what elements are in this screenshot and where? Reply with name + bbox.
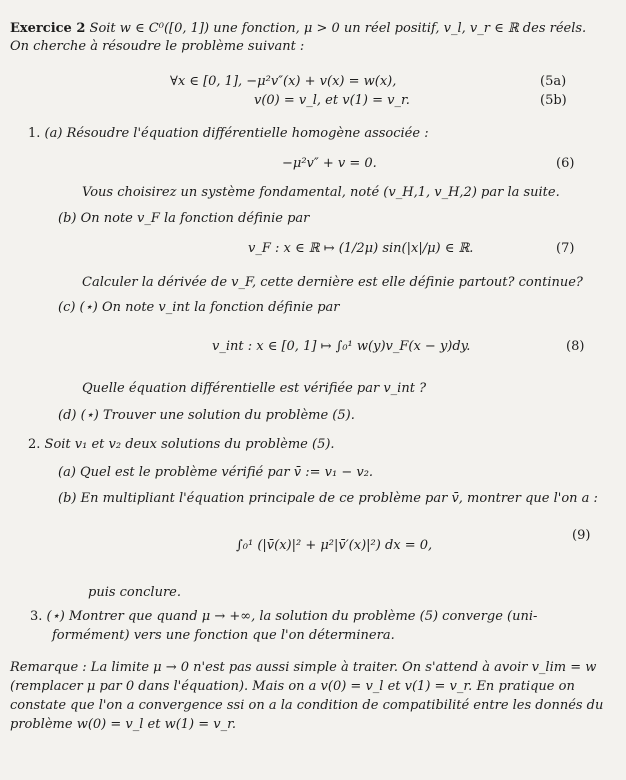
equation-tag-6: (6): [556, 156, 575, 171]
question-2b: (b) En multipliant l'équation principale de ce problème par v̄, montrer que l'on a :: [58, 491, 598, 506]
equation-tag-7: (7): [556, 241, 575, 256]
exercise-title: Exercice 2: [10, 21, 86, 36]
question-3-text-1: (⋆) Montrer que quand μ → +∞, la solution du problème (5) converge (uni-: [46, 609, 538, 624]
equation-tag-8: (8): [566, 339, 585, 354]
question-1d: (d) (⋆) Trouver une solution du problème (5).: [58, 408, 355, 423]
question-1c-question: Quelle équation différentielle est vérifiée par v_int ?: [82, 381, 427, 396]
remark-line-3: constate que l'on a convergence ssi on a la condition de compatibilité entre les donnés du: [10, 698, 604, 713]
question-1a-note: Vous choisirez un système fondamental, noté (v_H,1, v_H,2) par la suite.: [82, 185, 560, 200]
question-1-number: 1.: [28, 126, 41, 141]
equation-5a: ∀x ∈ [0, 1], −μ²v″(x) + v(x) = w(x),: [170, 74, 397, 89]
equation-8: v_int : x ∈ [0, 1] ↦ ∫₀¹ w(y)v_F(x − y)dy.: [212, 339, 471, 354]
equation-tag-5b: (5b): [540, 93, 567, 108]
remark-line-4: problème w(0) = v_l et w(1) = v_r.: [10, 717, 237, 732]
equation-5b: v(0) = v_l, et v(1) = v_r.: [254, 93, 410, 108]
question-3-number: 3.: [30, 609, 43, 624]
equation-tag-5a: (5a): [540, 74, 567, 89]
question-3-line-1: [30, 608, 537, 626]
question-1b-question: Calculer la dérivée de v_F, cette dernière est elle définie partout? continue?: [82, 275, 583, 290]
remark-line-1: Remarque : La limite μ → 0 n'est pas aussi simple à traiter. On s'attend à avoir v_lim = w: [10, 660, 597, 675]
remark-line-2: (remplacer μ par 0 dans l'équation). Mais on a v(0) = v_l et v(1) = v_r. En pratique on: [10, 679, 575, 694]
equation-6: −μ²v″ + v = 0.: [282, 156, 377, 171]
question-2-number: 2.: [28, 437, 41, 452]
question-1b: (b) On note v_F la fonction définie par: [58, 211, 310, 226]
question-1a-text: (a) Résoudre l'équation différentielle homogène associée :: [44, 126, 429, 141]
question-2-intro: [28, 436, 335, 454]
equation-7: v_F : x ∈ ℝ ↦ (1/2μ) sin(|x|/μ) ∈ ℝ.: [248, 241, 474, 256]
equation-tag-9: (9): [572, 528, 591, 543]
equation-9: ∫₀¹ (|v̄(x)|² + μ²|v̄′(x)|²) dx = 0,: [236, 538, 433, 553]
exercise-intro-line-1: [10, 20, 586, 38]
question-2-conclude: puis conclure.: [88, 585, 181, 600]
question-1c: (c) (⋆) On note v_int la fonction définie par: [58, 300, 340, 315]
question-2-intro-text: Soit v₁ et v₂ deux solutions du problème (5).: [44, 437, 335, 452]
question-2a: (a) Quel est le problème vérifié par v̄ := v₁ − v₂.: [58, 465, 374, 480]
intro-text-1: Soit w ∈ C⁰([0, 1]) une fonction, μ > 0 un réel positif, v_l, v_r ∈ ℝ des réels.: [89, 21, 587, 36]
question-1a: [28, 125, 429, 143]
intro-text-2: On cherche à résoudre le problème suivant :: [10, 39, 305, 54]
question-3-line-2: formément) vers une fonction que l'on déterminera.: [52, 628, 395, 643]
